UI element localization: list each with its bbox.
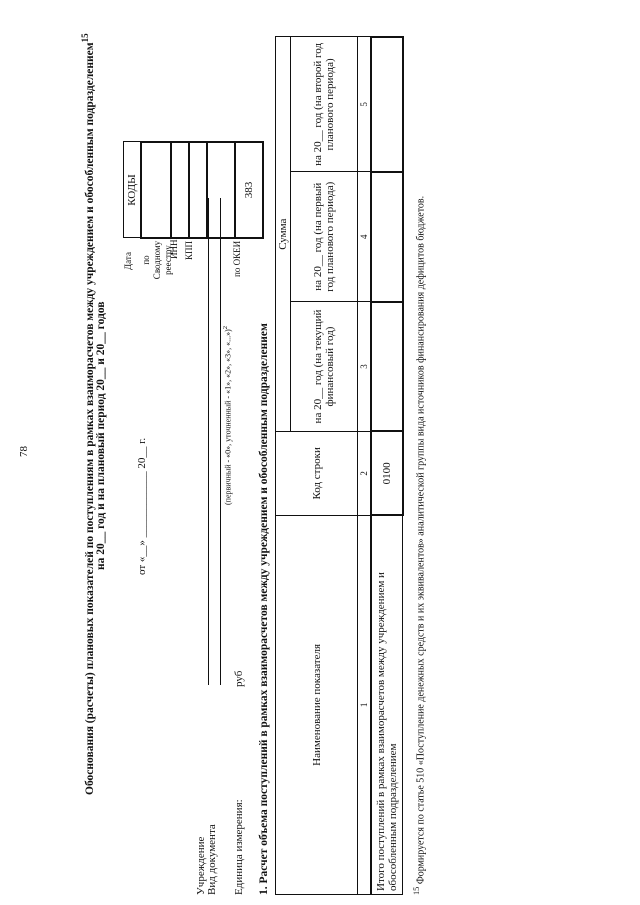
row-total-y1 xyxy=(371,302,403,432)
col-name-header: Наименование показателя xyxy=(276,515,358,894)
row-total-y3 xyxy=(371,37,403,172)
unit-label: Единица измерения: xyxy=(233,799,245,895)
footnote xyxy=(412,196,426,895)
page-title xyxy=(80,33,96,795)
doc-type-hint-mark: 2 xyxy=(222,325,229,330)
codes-title: КОДЫ xyxy=(124,142,142,238)
row-total-code: 0100 xyxy=(371,431,403,515)
col-y1-header: на 20__ год (на текущий финансовый год) xyxy=(291,302,358,432)
date-line: от «__» ____________ 20__ г. xyxy=(136,437,148,575)
code-cell-okei: 383 xyxy=(235,142,263,238)
footnote-text: Формируется по статье 510 «Поступление денежных средств и их эквивалентов» аналитической группы вида источников финансирования дефицитов бюджетов. xyxy=(415,195,427,885)
label-registry: по Сводному реестру xyxy=(141,240,173,280)
code-cell-date xyxy=(141,142,171,238)
col-num-5: 5 xyxy=(358,37,372,172)
doc-type-underline xyxy=(220,198,221,685)
title-text: Обоснования (расчеты) плановых показателей по поступлениям в рамках взаиморасчетов между учреждением и обособленным подразделением xyxy=(83,42,96,795)
col-y2-header: на 20__ год (на первый год планового периода) xyxy=(291,172,358,302)
doc-type-hint-text: (первичный - «0», уточненный - «1», «2», «3», «...») xyxy=(223,329,233,505)
col-code-header: Код строки xyxy=(276,431,358,515)
label-date: Дата xyxy=(123,252,133,270)
code-cell-registry xyxy=(171,142,189,238)
col-num-1: 1 xyxy=(358,515,372,894)
institution-label: Учреждение xyxy=(195,836,207,895)
code-cell-kpp xyxy=(207,142,235,238)
col-y3-header: на 20__ год (на второй год планового периода) xyxy=(291,37,358,172)
label-inn: ИНН xyxy=(169,239,179,259)
col-num-4: 4 xyxy=(358,172,372,302)
period-line: на 20__ год и на плановый период 20__ и 20__ годов xyxy=(95,301,107,570)
col-num-3: 3 xyxy=(358,302,372,432)
label-kpp: КПП xyxy=(184,240,194,260)
row-total-y2 xyxy=(371,172,403,302)
doc-type-label: Вид документа xyxy=(206,824,218,895)
row-total-name: Итого поступлений в рамках взаиморасчетов между учреждением и обособленным подразделением xyxy=(371,515,403,894)
calc-table xyxy=(275,36,404,895)
title-footnote-mark: 15 xyxy=(80,33,90,43)
page-number: 78 xyxy=(18,446,30,457)
sum-header: Сумма xyxy=(276,37,291,431)
label-okei: по ОКЕИ xyxy=(232,240,242,277)
col-num-2: 2 xyxy=(358,431,372,515)
codes-table xyxy=(123,141,264,239)
section-title: 1. Расчет объема поступлений в рамках взаиморасчетов между учреждением и обособленным подразделением xyxy=(258,323,270,895)
unit-value: руб xyxy=(233,670,245,687)
doc-type-hint xyxy=(222,326,233,505)
code-cell-inn xyxy=(189,142,207,238)
institution-underline xyxy=(208,198,209,685)
footnote-mark: 15 xyxy=(412,886,421,895)
